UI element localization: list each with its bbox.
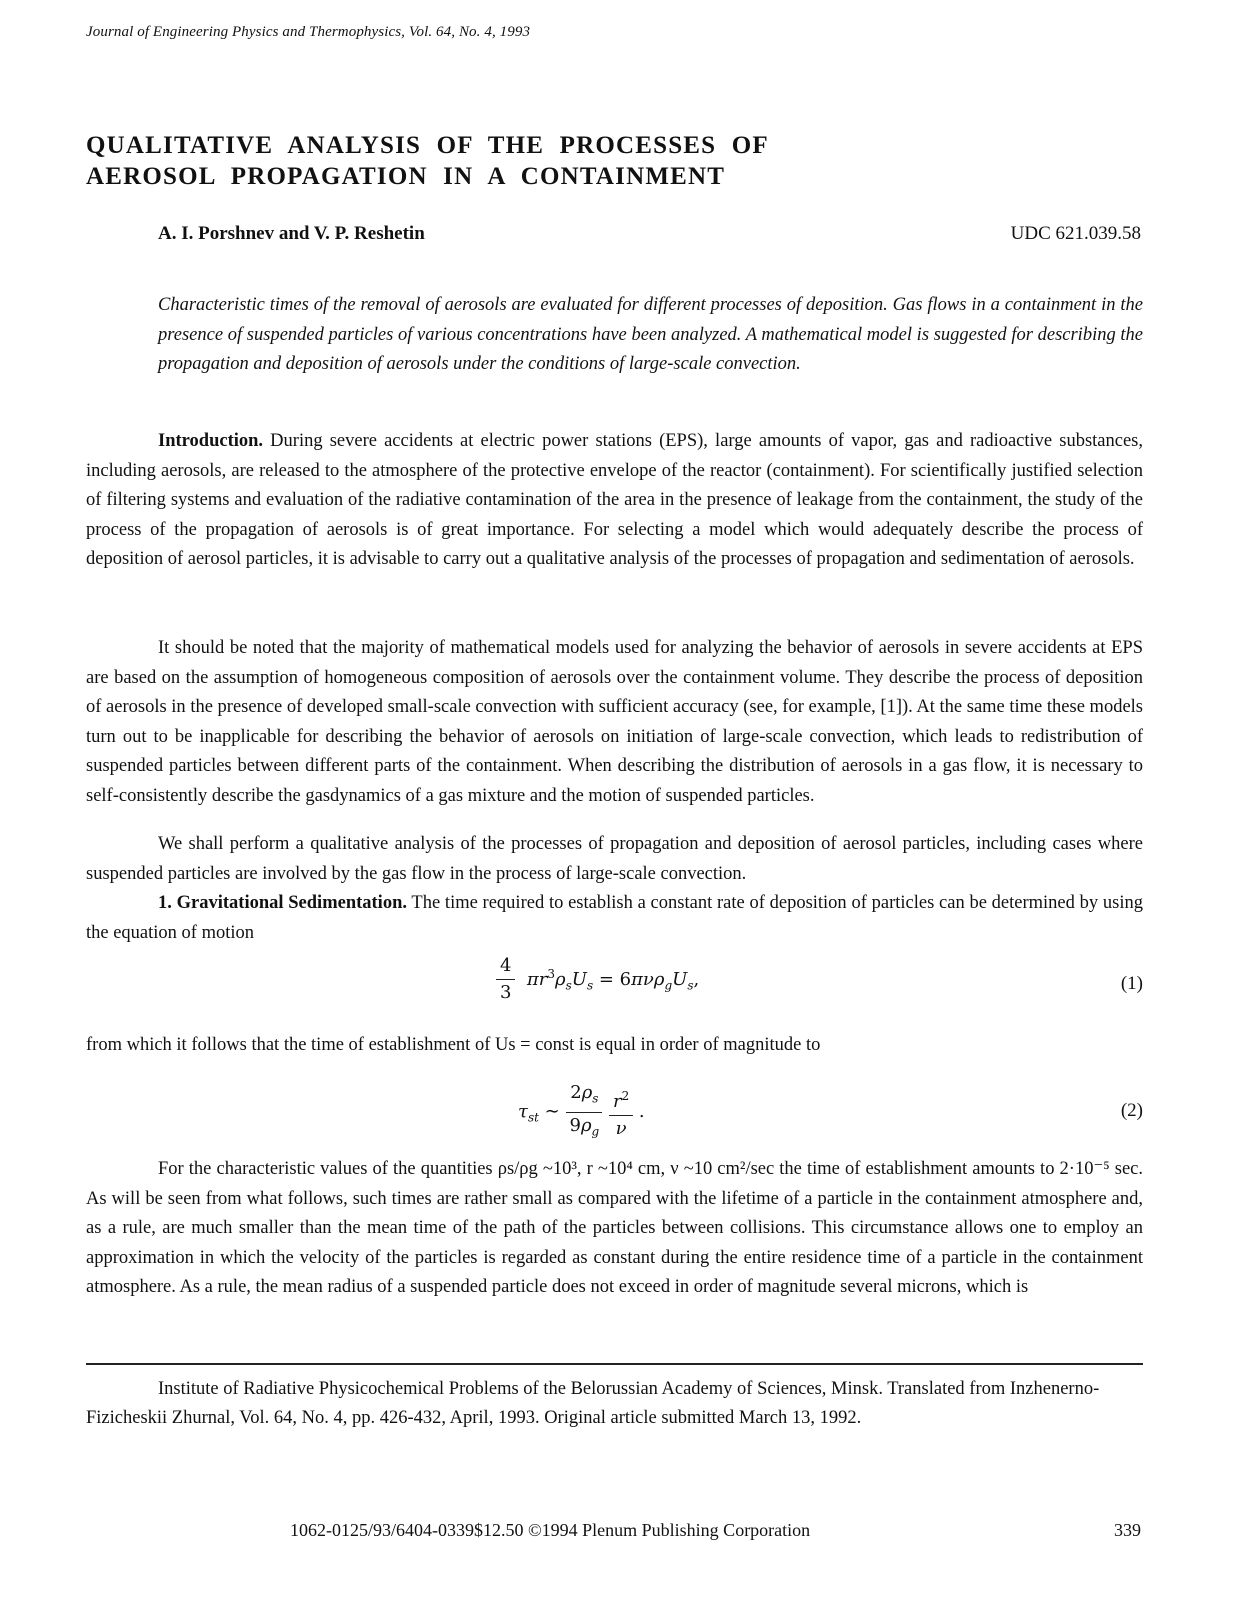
authors: A. I. Porshnev and V. P. Reshetin bbox=[158, 223, 425, 244]
footer-copyright: 1062-0125/93/6404-0339$12.50 ©1994 Plenum Publishing Corporation bbox=[290, 1520, 811, 1540]
section-1-text: The time required to establish a constant rate of deposition of particles can be determined by using the equation of motion bbox=[86, 893, 1143, 943]
equation-2-number: (2) bbox=[1120, 1100, 1143, 1121]
abstract: Characteristic times of the removal of aerosols are evaluated for different processes of deposition. Gas flows in a containment in the presence of suspended particles of various concentrations have been analyzed. A mathematical model is suggested for describing the propagation and deposition of aerosols under the conditions of large-scale convection. bbox=[158, 295, 1143, 374]
page-number: 339 bbox=[1114, 1520, 1141, 1540]
paragraph-2: It should be noted that the majority of mathematical models used for analyzing the behavior of aerosols in severe accidents at EPS are based on the assumption of homogeneous composition of aerosols over the containment volume. They describe the process of deposition of aerosols in the presence of developed small-scale convection with sufficient accuracy (see, for example, [1]). At the same time these models turn out to be inapplicable for describing the behavior of aerosols on initiation of large-scale convection, which leads to redistribution of suspended particles between different parts of the containment. When describing the distribution of aerosols in a gas flow, it is necessary to self-consistently describe the gasdynamics of a gas mixture and the motion of suspended particles. bbox=[86, 638, 1143, 806]
footnote: Institute of Radiative Physicochemical Problems of the Belorussian Academy of Sciences, Minsk. Translated from Inzhenerno-Fizicheskii Zhurnal, Vol. 64, No. 4, pp. 426-432, April, 1993. Original article submitted March 13, 1992. bbox=[86, 1379, 1100, 1428]
paragraph-3: We shall perform a qualitative analysis of the processes of propagation and deposition of aerosol particles, including cases where suspended particles are involved by the gas flow in the process of large-scale convection. bbox=[86, 834, 1143, 884]
paragraph-4-text: As will be seen from what follows, such times are rather small as compared with the lifetime of a particle in the containment atmosphere and, as a rule, are much smaller than the mean time of the path of the particles between collisions. This circumstance allows one to employ an approximation in which the velocity of the particles is regarded as constant during the entire residence time of a particle in the containment atmosphere. As a rule, the mean radius of a suspended particle does not exceed in order of magnitude several microns, which is bbox=[86, 1188, 1143, 1297]
equation-2-expression: $\tau_{st}$ ∼ $\frac{2\rho_s}{9\rho_g}$ $\frac{r^2}{\nu}$ . bbox=[518, 1082, 645, 1142]
equation-1-expression: $\frac{4}{3}$ $\pi r^3\rho_sU_s = 6\pi\nu\rho_gU_s$, bbox=[496, 955, 699, 1004]
equation-1-number: (1) bbox=[1120, 973, 1143, 994]
paragraph-4 bbox=[86, 1155, 1143, 1303]
running-head: Journal of Engineering Physics and Thermophysics, Vol. 64, No. 4, 1993 bbox=[86, 24, 531, 40]
paragraph-4-values: For the characteristic values of the quantities ρs/ρg ~10³, r ~10⁴ cm, ν ~10 cm²/sec the time of establishment amounts to 2·10⁻⁵ sec. bbox=[158, 1159, 1143, 1179]
article-title bbox=[86, 130, 806, 192]
after-equation-1: from which it follows that the time of establishment of Us = const is equal in order of magnitude to bbox=[86, 1035, 821, 1055]
fraction-r2-nu: $\frac{r^2}{\nu}$ bbox=[609, 1085, 633, 1140]
section-1-paragraph bbox=[86, 889, 1143, 948]
footnote-rule bbox=[86, 1363, 1143, 1365]
fraction-4-3: $\frac{4}{3}$ bbox=[496, 955, 515, 1004]
equation-1 bbox=[86, 955, 1143, 1025]
title-line-1: QUALITATIVE ANALYSIS OF THE PROCESSES OF bbox=[86, 132, 769, 159]
introduction-paragraph bbox=[86, 427, 1143, 575]
intro-text: During severe accidents at electric power stations (EPS), large amounts of vapor, gas and radioactive substances, including aerosols, are released to the atmosphere of the protective envelope of the reactor (containment). For scientifically justified selection of filtering systems and evaluation of the radiative contamination of the area in the presence of leakage from the containment, the study of the process of the propagation of aerosols is of great importance. For selecting a model which would adequately describe the process of deposition of aerosol particles, it is advisable to carry out a qualitative analysis of the processes of propagation and sedimentation of aerosols. bbox=[86, 431, 1144, 569]
intro-heading: Introduction. bbox=[158, 431, 264, 451]
udc-code: UDC 621.039.58 bbox=[1010, 223, 1141, 244]
title-line-2: AEROSOL PROPAGATION IN A CONTAINMENT bbox=[86, 163, 726, 190]
equation-2 bbox=[86, 1082, 1143, 1152]
section-1-heading: 1. Gravitational Sedimentation. bbox=[158, 893, 407, 913]
fraction-density-ratio: $\frac{2\rho_s}{9\rho_g}$ bbox=[565, 1082, 603, 1142]
